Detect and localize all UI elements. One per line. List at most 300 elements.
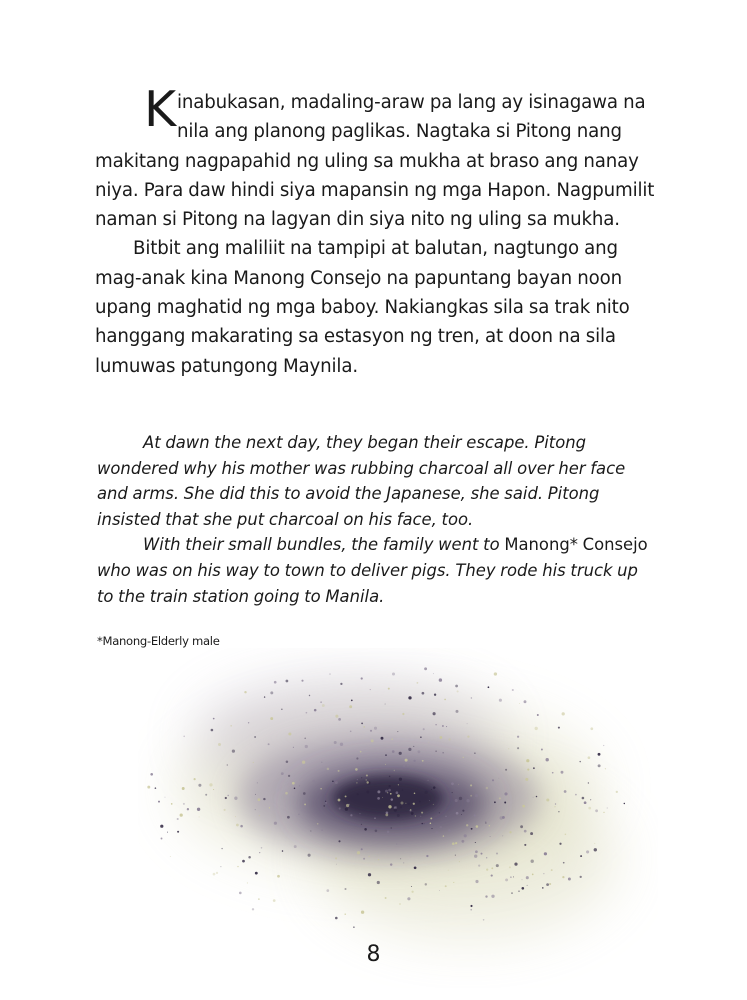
speckle — [588, 807, 591, 810]
speckle — [361, 722, 363, 724]
speckle — [425, 883, 427, 885]
speckle — [502, 816, 505, 819]
speckle — [408, 748, 411, 751]
speckle — [544, 852, 547, 855]
speckle — [232, 750, 235, 753]
english-paragraph-1: At dawn the next day, they began their escape. Pitong wondered why his mother was rubbing charcoal all over her face and arms. She did this to avoid the Japanese, she said. Pitong insisted that she put charcoal on his face, too. — [97, 433, 626, 529]
speckle — [322, 704, 325, 707]
speckle — [160, 825, 163, 828]
speckle — [390, 863, 392, 865]
speckle — [546, 758, 549, 761]
speckle — [505, 878, 508, 881]
speckle — [286, 761, 289, 764]
speckle — [345, 795, 347, 797]
speckle — [397, 794, 400, 797]
speckle — [481, 853, 483, 855]
speckle — [227, 765, 228, 766]
speckle — [424, 823, 425, 824]
speckle — [361, 848, 363, 850]
speckle — [213, 789, 214, 790]
speckle — [254, 736, 256, 738]
speckle — [170, 856, 171, 857]
speckle — [616, 791, 618, 793]
speckle — [199, 816, 200, 817]
speckle — [526, 759, 529, 762]
speckle — [314, 709, 317, 712]
speckle — [434, 694, 436, 696]
speckle — [533, 797, 534, 798]
speckle — [590, 727, 593, 730]
speckle — [161, 838, 163, 840]
speckle — [489, 825, 490, 826]
speckle — [414, 793, 416, 795]
speckle — [225, 797, 227, 799]
speckle — [403, 862, 404, 863]
speckle — [590, 799, 591, 800]
speckle — [377, 881, 380, 884]
speckle — [240, 825, 243, 828]
speckle — [388, 688, 390, 690]
speckle — [483, 919, 485, 921]
tagalog-paragraph-1-text: inabukasan, madaling-araw pa lang ay isinagawa na nila ang planong paglikas. Nagtaka si Pitong nang makitang nagpapahid ng uling sa mukha at braso ang nanay niya. Para daw hindi siya mapansin ng mga Hapon. Nagpumilit naman si Pitong na lagyan din siya nito ng uling sa mukha. — [95, 92, 655, 231]
speckle — [551, 869, 553, 871]
speckle — [435, 724, 436, 725]
speckle — [187, 808, 189, 810]
speckle — [370, 689, 371, 690]
speckle — [385, 790, 388, 793]
speckle — [194, 778, 196, 780]
smudge-wash — [178, 683, 618, 938]
speckle — [407, 897, 410, 900]
speckle — [448, 870, 449, 871]
speckle — [413, 746, 414, 747]
speckle — [242, 860, 245, 863]
speckle — [239, 892, 242, 895]
speckle — [444, 699, 446, 701]
speckle — [374, 727, 377, 730]
speckle — [451, 782, 454, 785]
speckle — [415, 815, 416, 816]
speckle — [325, 801, 326, 802]
speckle — [411, 812, 414, 815]
speckle — [230, 725, 232, 727]
speckle — [424, 791, 427, 794]
speckle — [350, 814, 352, 816]
speckle — [340, 683, 342, 685]
speckle — [463, 841, 464, 842]
speckle — [431, 789, 432, 790]
speckle — [568, 878, 571, 881]
speckle — [327, 768, 330, 771]
speckle — [439, 812, 440, 813]
speckle — [197, 808, 200, 811]
english-translation — [97, 430, 657, 609]
speckle — [452, 842, 455, 845]
speckle — [391, 827, 392, 828]
speckle — [323, 805, 325, 807]
speckle — [325, 802, 327, 804]
speckle — [466, 799, 469, 802]
speckle — [522, 879, 523, 880]
speckle — [562, 876, 564, 878]
speckle — [541, 749, 543, 751]
speckle — [475, 794, 478, 797]
speckle — [414, 866, 417, 869]
speckle — [490, 836, 491, 837]
speckle — [462, 810, 464, 812]
speckle — [467, 723, 468, 724]
speckle — [532, 874, 534, 876]
speckle — [530, 832, 533, 835]
speckle — [391, 798, 393, 800]
speckle — [485, 822, 486, 823]
speckle — [165, 797, 166, 798]
speckle — [423, 728, 425, 730]
speckle — [537, 714, 539, 716]
speckle — [183, 803, 185, 805]
speckle — [263, 798, 265, 800]
speckle — [335, 917, 338, 920]
speckle — [304, 738, 306, 740]
speckle — [456, 812, 459, 815]
speckle — [435, 750, 437, 752]
speckle — [558, 811, 559, 812]
speckle — [396, 791, 399, 794]
speckle — [564, 790, 567, 793]
speckle — [494, 672, 497, 675]
speckle — [431, 828, 432, 829]
speckle — [418, 750, 421, 753]
speckle — [389, 776, 391, 778]
speckle — [603, 745, 604, 746]
speckle — [588, 782, 589, 783]
speckle — [356, 757, 358, 759]
speckle — [443, 835, 444, 836]
speckle — [448, 829, 451, 832]
speckle — [147, 786, 150, 789]
speckle — [353, 926, 355, 928]
speckle — [459, 861, 460, 862]
speckle — [274, 822, 277, 825]
speckle — [588, 756, 591, 759]
speckle — [312, 780, 315, 783]
speckle — [575, 794, 577, 796]
speckle — [491, 867, 493, 869]
speckle — [247, 882, 248, 883]
speckle — [235, 816, 236, 817]
speckle — [302, 761, 305, 764]
english-paragraph-2 — [97, 532, 657, 609]
speckle — [443, 752, 444, 753]
speckle — [430, 822, 432, 824]
speckle — [326, 774, 327, 775]
speckle — [334, 741, 337, 744]
speckle — [456, 710, 459, 713]
speckle — [405, 803, 406, 804]
speckle — [396, 843, 397, 844]
speckle — [270, 691, 273, 694]
speckle — [513, 876, 514, 877]
speckle — [370, 730, 372, 732]
speckle — [385, 813, 388, 816]
speckle — [485, 895, 487, 897]
speckle — [338, 799, 341, 802]
speckle — [321, 762, 322, 763]
speckle — [155, 787, 157, 789]
speckle — [294, 788, 296, 790]
speckle — [371, 739, 374, 742]
speckle — [298, 814, 299, 815]
speckle — [401, 802, 404, 805]
speckle — [209, 783, 212, 786]
speckle — [461, 814, 462, 815]
speckle — [158, 801, 160, 803]
speckle — [542, 887, 544, 889]
speckle — [511, 892, 513, 894]
speckle — [259, 852, 260, 853]
speckle — [321, 829, 323, 831]
speckle — [419, 801, 421, 803]
speckle — [183, 736, 185, 738]
speckle — [584, 801, 587, 804]
speckle — [177, 831, 179, 833]
speckle — [485, 821, 487, 823]
speckle — [442, 725, 444, 727]
speckle — [356, 782, 357, 783]
speckle — [388, 805, 391, 808]
speckle — [213, 873, 216, 876]
speckle — [364, 828, 367, 831]
speckle — [306, 712, 308, 714]
speckle — [455, 685, 458, 688]
speckle — [407, 764, 409, 766]
speckle — [531, 860, 534, 863]
speckle — [394, 770, 395, 771]
speckle — [339, 807, 341, 809]
speckle — [452, 792, 453, 793]
speckle — [420, 816, 421, 817]
speckle — [335, 857, 337, 859]
speckle — [268, 743, 270, 745]
speckle — [486, 868, 488, 870]
speckle — [476, 825, 479, 828]
speckle — [512, 689, 514, 691]
speckle — [402, 789, 404, 791]
speckle — [234, 797, 237, 800]
speckle — [336, 864, 337, 865]
speckle — [397, 814, 400, 817]
speckle — [335, 781, 338, 784]
speckle — [363, 858, 365, 860]
speckle — [374, 818, 375, 819]
speckle — [338, 718, 341, 721]
speckle — [382, 797, 383, 798]
speckle — [368, 873, 371, 876]
charcoal-smudge-illustration — [138, 648, 658, 988]
speckle — [426, 855, 428, 857]
speckle — [533, 767, 535, 769]
speckle — [402, 713, 404, 715]
speckle — [517, 736, 519, 738]
speckle — [198, 784, 201, 787]
tagalog-text — [95, 81, 655, 381]
speckle — [499, 797, 501, 799]
speckle — [270, 717, 273, 720]
speckle — [474, 752, 475, 753]
speckle — [378, 859, 379, 860]
speckle — [580, 855, 582, 857]
speckle — [607, 808, 608, 809]
speckle — [326, 889, 329, 892]
speckle — [417, 682, 419, 684]
speckle — [546, 798, 549, 801]
speckle — [357, 793, 359, 795]
speckle — [455, 799, 458, 802]
speckle — [433, 673, 434, 674]
speckle — [248, 856, 251, 859]
speckle — [357, 851, 360, 854]
speckle — [360, 751, 362, 753]
speckle — [258, 798, 261, 801]
speckle — [433, 786, 436, 789]
speckle — [248, 722, 249, 723]
speckle — [304, 803, 306, 805]
speckle — [392, 672, 395, 675]
speckle — [594, 848, 597, 851]
speckle — [558, 727, 560, 729]
speckle — [455, 842, 457, 844]
speckle — [430, 817, 432, 819]
speckle — [332, 781, 334, 783]
speckle — [349, 705, 352, 708]
speckle — [303, 792, 306, 795]
speckle — [421, 812, 423, 814]
speckle — [455, 855, 456, 856]
speckle — [445, 885, 447, 887]
speckle — [286, 680, 289, 683]
speckle — [474, 855, 477, 858]
speckle — [488, 686, 490, 688]
speckle — [309, 695, 310, 696]
speckle — [350, 731, 352, 733]
speckle — [475, 850, 478, 853]
speckle — [385, 754, 387, 756]
speckle — [211, 729, 214, 732]
speckle — [546, 883, 549, 886]
speckle — [218, 743, 221, 746]
speckle — [521, 887, 524, 890]
speckle — [459, 797, 462, 800]
speckle — [467, 735, 469, 737]
speckle — [470, 795, 472, 797]
speckle — [320, 788, 322, 790]
speckle — [264, 696, 265, 697]
tagalog-paragraph-1 — [95, 81, 655, 234]
speckle — [446, 726, 447, 727]
speckle — [368, 856, 369, 857]
english-paragraph-2-end: who was on his way to town to deliver pigs. They rode his truck up to the train station going to Manila. — [97, 560, 638, 606]
speckle — [561, 771, 564, 774]
speckle — [496, 852, 498, 854]
speckle — [293, 747, 294, 748]
speckle — [413, 760, 415, 762]
speckle — [227, 795, 228, 796]
speckle — [213, 718, 215, 720]
page-number: 8 — [366, 942, 381, 967]
speckle — [598, 753, 601, 756]
speckle — [517, 747, 519, 749]
speckle — [470, 905, 472, 907]
speckle — [445, 816, 446, 817]
speckle — [403, 765, 405, 767]
speckle — [287, 816, 290, 819]
speckle — [273, 899, 276, 902]
speckle — [439, 890, 440, 891]
speckle — [237, 866, 238, 867]
manong-term: Manong* Consejo — [504, 535, 648, 555]
speckle — [257, 782, 258, 783]
speckle — [305, 745, 308, 748]
speckle — [335, 715, 338, 718]
speckle — [422, 760, 424, 762]
speckle — [502, 835, 503, 836]
speckle — [338, 770, 340, 772]
speckle — [338, 840, 340, 842]
english-paragraph-2-start: With their small bundles, the family went to — [143, 535, 500, 555]
speckle — [448, 738, 450, 740]
speckle — [399, 903, 401, 905]
speckle — [470, 909, 472, 911]
speckle — [526, 876, 529, 879]
speckle — [411, 886, 412, 887]
speckle — [491, 895, 494, 898]
speckle — [478, 865, 480, 867]
speckle — [399, 752, 402, 755]
speckle — [457, 690, 459, 692]
speckle — [377, 790, 380, 793]
speckle — [205, 794, 207, 796]
speckle — [391, 738, 393, 740]
speckle — [420, 736, 421, 737]
speckle — [496, 864, 499, 867]
speckle — [464, 834, 467, 837]
speckle — [524, 844, 526, 846]
speckle — [429, 742, 430, 743]
footnote: *Manong-Elderly male — [97, 634, 220, 648]
speckle — [552, 772, 554, 774]
speckle — [288, 732, 291, 735]
speckle — [389, 785, 391, 787]
speckle — [408, 803, 410, 805]
speckle — [281, 709, 282, 710]
speckle — [299, 785, 300, 786]
speckle — [277, 875, 280, 878]
speckle — [387, 831, 390, 834]
speckle — [486, 787, 489, 790]
speckle — [535, 727, 538, 730]
speckle — [518, 891, 519, 892]
speckle — [466, 824, 468, 826]
speckle — [405, 759, 408, 762]
speckle — [363, 726, 365, 728]
speckle — [388, 789, 391, 792]
speckle — [471, 697, 472, 698]
speckle — [375, 830, 378, 833]
speckle — [594, 843, 595, 844]
speckle — [261, 847, 263, 849]
speckle — [351, 700, 353, 702]
speckle — [522, 805, 525, 808]
